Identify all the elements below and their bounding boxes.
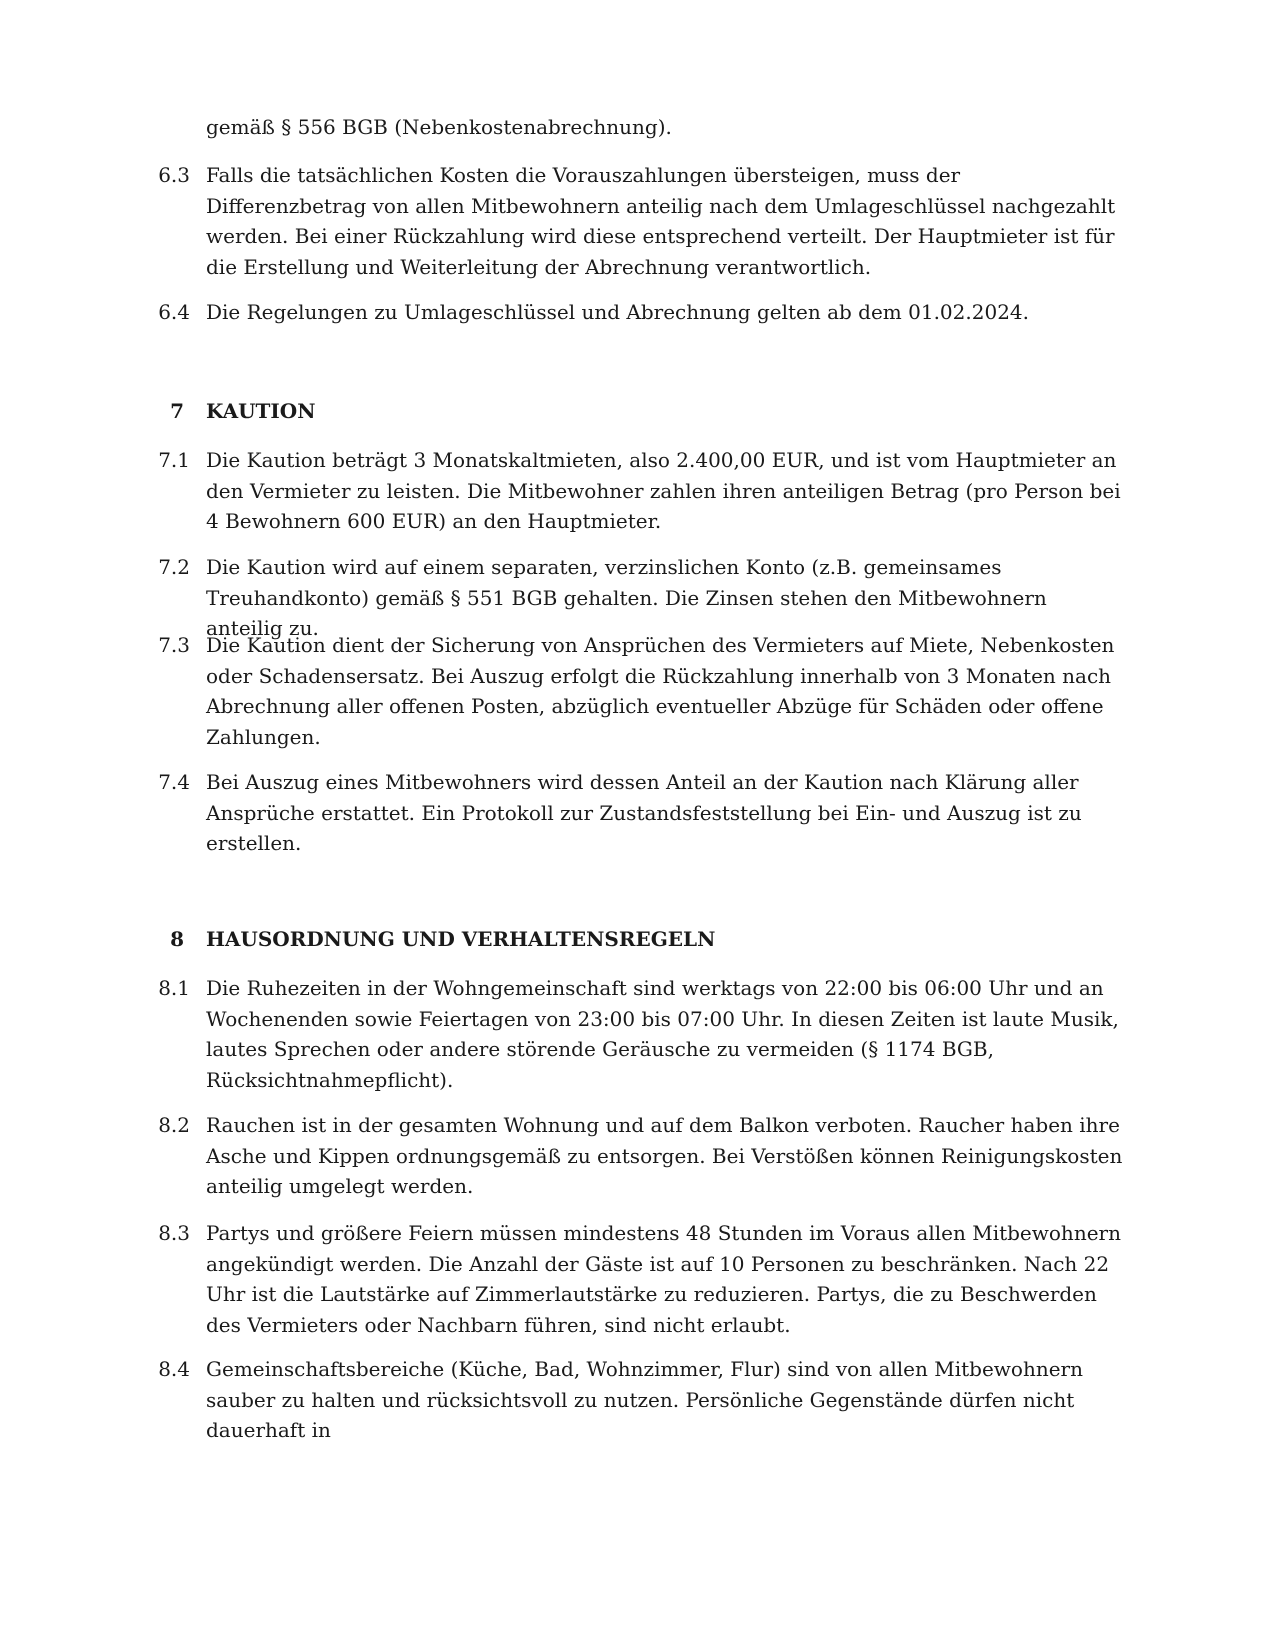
clause-number: 8.4: [158, 1357, 190, 1381]
clause-text: Gemeinschaftsbereiche (Küche, Bad, Wohnzimmer, Flur) sind von allen Mitbewohnern sauber zu halten und rücksichtsvoll zu nutzen. Persönliche Gegenstände dürfen nicht dauerhaft in: [206, 1357, 1084, 1442]
clause-text: Rauchen ist in der gesamten Wohnung und auf dem Balkon verboten. Raucher haben ihre Asche und Kippen ordnungsgemäß zu entsorgen. Bei Verstößen können Reinigungskosten anteilig umgelegt werden.: [206, 1113, 1123, 1198]
clause-number: 6.3: [158, 163, 190, 187]
section-number: 8: [170, 927, 184, 951]
clause-number: 7.4: [158, 770, 190, 794]
clause-number: 7.1: [158, 448, 190, 472]
clause-number: 8.2: [158, 1113, 190, 1137]
clause-text: Die Regelungen zu Umlageschlüssel und Abrechnung gelten ab dem 01.02.2024.: [206, 300, 1029, 324]
section-title: HAUSORDNUNG UND VERHALTENSREGELN: [206, 927, 716, 951]
section-number: 7: [170, 399, 184, 423]
clause-number: 6.4: [158, 300, 190, 324]
clause-text: Die Ruhezeiten in der Wohngemeinschaft sind werktags von 22:00 bis 06:00 Uhr und an Wochenenden sowie Feiertagen von 23:00 bis 07:00 Uhr. In diesen Zeiten ist laute Musik, lautes Sprechen oder andere störende Geräusche zu vermeiden (§ 1174 BGB, Rücksichtnahmepflicht).: [206, 976, 1119, 1092]
clause-text: Die Kaution wird auf einem separaten, verzinslichen Konto (z.B. gemeinsames Treuhandkonto) gemäß § 551 BGB gehalten. Die Zinsen stehen den Mitbewohnern anteilig zu.: [206, 555, 1047, 640]
clause-text: Bei Auszug eines Mitbewohners wird dessen Anteil an der Kaution nach Klärung aller Ansprüche erstattet. Ein Protokoll zur Zustandsfeststellung bei Ein- und Auszug ist zu erstellen.: [206, 770, 1082, 855]
clause-number: 7.3: [158, 633, 190, 657]
paragraph-text: gemäß § 556 BGB (Nebenkostenabrechnung).: [206, 115, 672, 139]
clause-text: Die Kaution beträgt 3 Monatskaltmieten, also 2.400,00 EUR, und ist vom Hauptmieter an den Vermieter zu leisten. Die Mitbewohner zahlen ihren anteiligen Betrag (pro Person bei 4 Bewohnern 600 EUR) an den Hauptmieter.: [206, 448, 1121, 533]
clause-text: Die Kaution dient der Sicherung von Ansprüchen des Vermieters auf Miete, Nebenkosten oder Schadensersatz. Bei Auszug erfolgt die Rückzahlung innerhalb von 3 Monaten nach Abrechnung aller offenen Posten, abzüglich eventueller Abzüge für Schäden oder offene Zahlungen.: [206, 633, 1115, 749]
clause-text: Falls die tatsächlichen Kosten die Vorauszahlungen übersteigen, muss der Differenzbetrag von allen Mitbewohnern anteilig nach dem Umlageschlüssel nachgezahlt werden. Bei einer Rückzahlung wird diese entsprechend verteilt. Der Hauptmieter ist für die Erstellung und Weiterleitung der Abrechnung verantwortlich.: [206, 163, 1116, 279]
clause-number: 7.2: [158, 555, 190, 579]
clause-number: 8.1: [158, 976, 190, 1000]
section-title: KAUTION: [206, 399, 316, 423]
clause-number: 8.3: [158, 1221, 190, 1245]
clause-text: Partys und größere Feiern müssen mindestens 48 Stunden im Voraus allen Mitbewohnern angekündigt werden. Die Anzahl der Gäste ist auf 10 Personen zu beschränken. Nach 22 Uhr ist die Lautstärke auf Zimmerlautstärke zu reduzieren. Partys, die zu Beschwerden des Vermieters oder Nachbarn führen, sind nicht erlaubt.: [206, 1221, 1121, 1337]
